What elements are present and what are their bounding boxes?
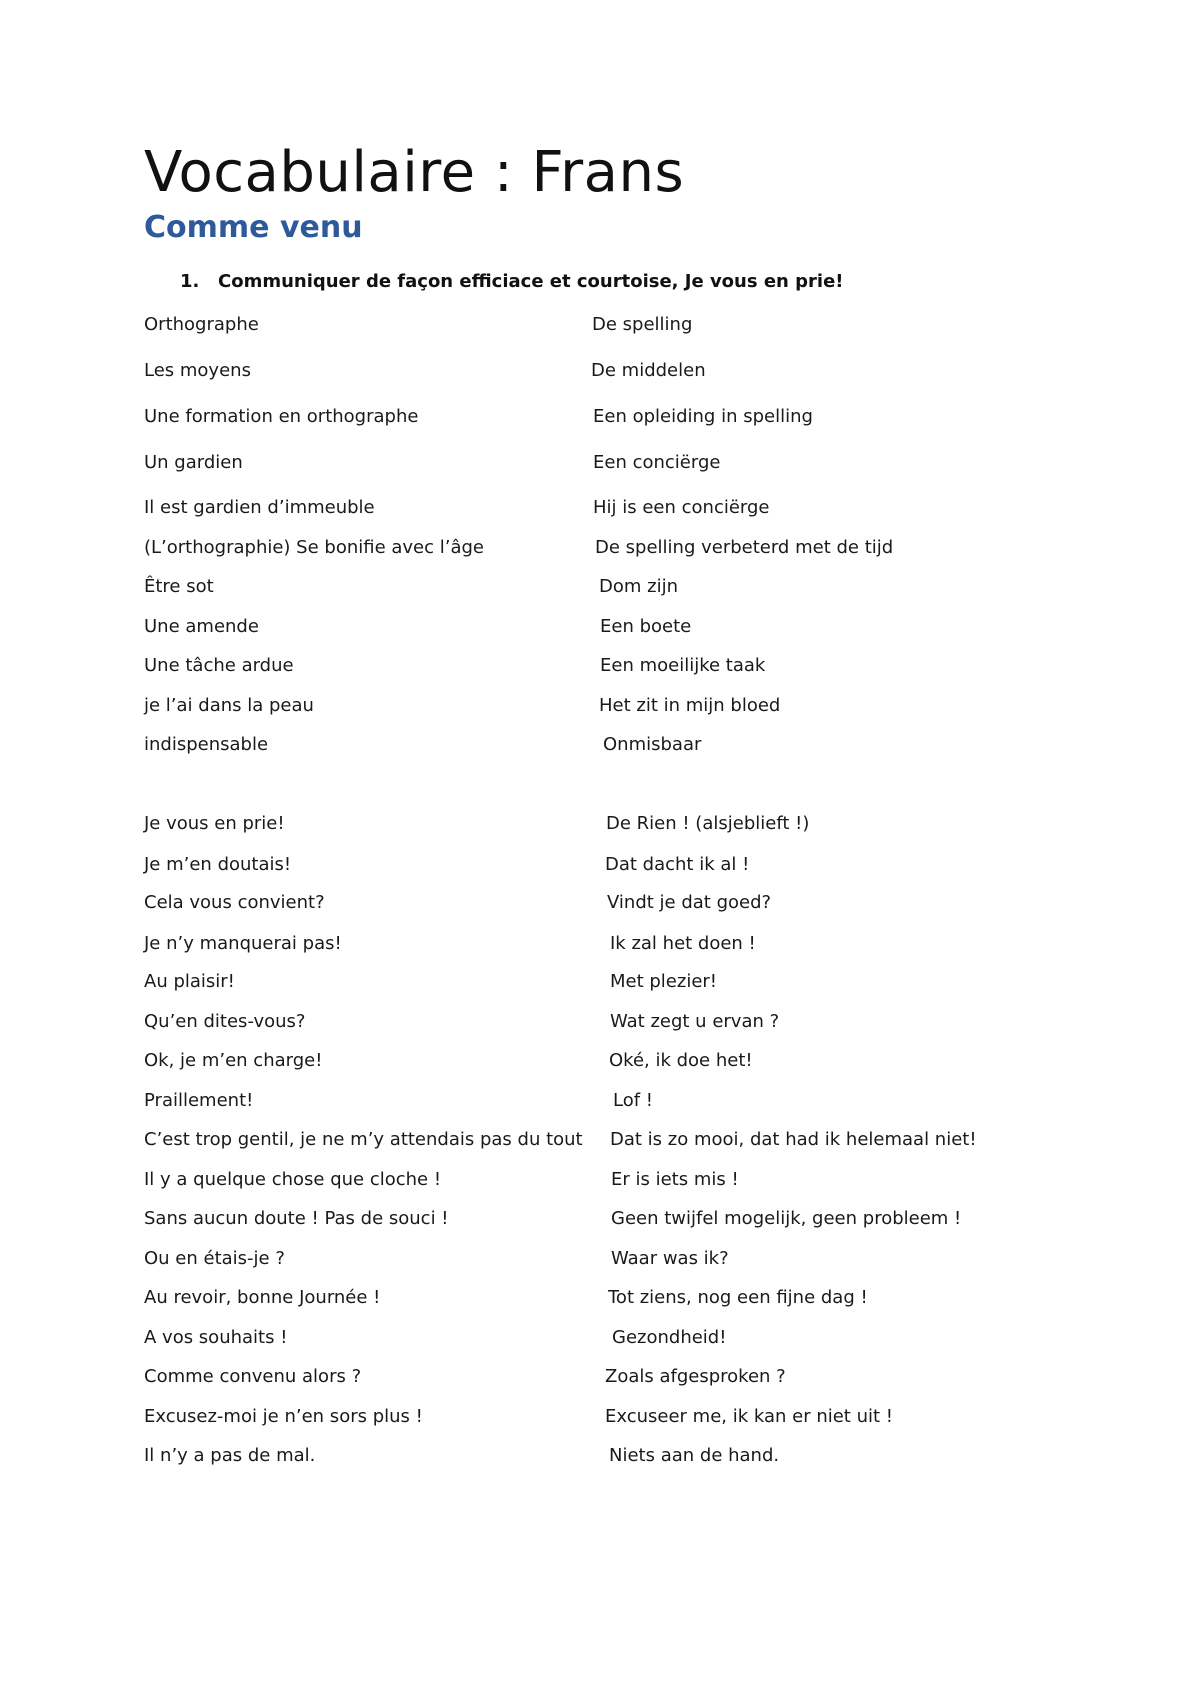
expression-dutch: Excuseer me, ik kan er niet uit ! <box>605 1406 893 1427</box>
expression-dutch: Vindt je dat goed? <box>607 892 772 913</box>
expression-dutch: Oké, ik doe het! <box>609 1050 753 1071</box>
expression-row <box>0 1049 1200 1075</box>
expression-dutch: De Rien ! (alsjeblieft !) <box>606 813 810 834</box>
vocab-dutch: Een opleiding in spelling <box>593 406 813 427</box>
expression-french: Cela vous convient? <box>144 892 325 913</box>
vocab-french: Être sot <box>144 576 214 597</box>
vocab-row <box>0 451 1200 477</box>
expression-french: Qu’en dites-vous? <box>144 1011 306 1032</box>
vocab-row <box>0 575 1200 601</box>
expression-row <box>0 1168 1200 1194</box>
expression-row <box>0 1247 1200 1273</box>
vocab-dutch: Een boete <box>600 616 692 637</box>
vocab-row <box>0 654 1200 680</box>
vocab-dutch: Onmisbaar <box>603 734 702 755</box>
expression-dutch: Tot ziens, nog een fijne dag ! <box>608 1287 868 1308</box>
document-title: Vocabulaire : Frans <box>144 140 685 205</box>
vocab-row <box>0 694 1200 720</box>
vocab-row <box>0 405 1200 431</box>
section-heading <box>180 271 843 292</box>
vocab-row <box>0 313 1200 339</box>
expression-dutch: Gezondheid! <box>612 1327 727 1348</box>
expression-dutch: Ik zal het doen ! <box>610 933 756 954</box>
section-number: 1. <box>180 271 200 292</box>
vocab-dutch: De spelling <box>592 314 693 335</box>
vocab-french: Les moyens <box>144 360 251 381</box>
vocab-french: Une tâche ardue <box>144 655 294 676</box>
expression-french: Comme convenu alors ? <box>144 1366 362 1387</box>
vocab-french: (L’orthographie) Se bonifie avec l’âge <box>144 537 485 558</box>
vocab-dutch: De spelling verbeterd met de tijd <box>595 537 894 558</box>
vocab-dutch: Dom zijn <box>599 576 678 597</box>
expression-dutch: Wat zegt u ervan ? <box>610 1011 780 1032</box>
expression-row <box>0 812 1200 838</box>
vocab-french: Une amende <box>144 616 259 637</box>
expression-french: Sans aucun doute ! Pas de souci ! <box>144 1208 449 1229</box>
expression-row <box>0 1207 1200 1233</box>
expression-french: Il y a quelque chose que cloche ! <box>144 1169 442 1190</box>
vocab-row <box>0 359 1200 385</box>
vocab-dutch: Hij is een conciërge <box>593 497 770 518</box>
expression-row <box>0 932 1200 958</box>
vocab-dutch: De middelen <box>591 360 706 381</box>
expression-french: Excusez-moi je n’en sors plus ! <box>144 1406 423 1427</box>
expression-dutch: Dat is zo mooi, dat had ik helemaal niet! <box>610 1129 977 1150</box>
expression-dutch: Zoals afgesproken ? <box>605 1366 786 1387</box>
expression-row <box>0 1326 1200 1352</box>
vocab-row <box>0 733 1200 759</box>
expression-row <box>0 1405 1200 1431</box>
vocab-row <box>0 496 1200 522</box>
document-subtitle: Comme venu <box>144 210 363 245</box>
vocab-dutch: Een conciërge <box>593 452 721 473</box>
expression-french: Ou en étais-je ? <box>144 1248 285 1269</box>
expression-dutch: Geen twijfel mogelijk, geen probleem ! <box>611 1208 962 1229</box>
expression-row <box>0 853 1200 879</box>
expression-french: Ok, je m’en charge! <box>144 1050 323 1071</box>
expression-dutch: Niets aan de hand. <box>609 1445 780 1466</box>
expression-french: Au revoir, bonne Journée ! <box>144 1287 381 1308</box>
expression-dutch: Waar was ik? <box>611 1248 729 1269</box>
vocab-dutch: Een moeilijke taak <box>600 655 766 676</box>
vocab-row <box>0 536 1200 562</box>
expression-row <box>0 970 1200 996</box>
expression-french: Praillement! <box>144 1090 254 1111</box>
expression-french: Il n’y a pas de mal. <box>144 1445 316 1466</box>
vocab-dutch: Het zit in mijn bloed <box>599 695 781 716</box>
expression-row <box>0 1365 1200 1391</box>
expression-dutch: Met plezier! <box>610 971 718 992</box>
vocab-french: Une formation en orthographe <box>144 406 419 427</box>
vocab-french: Il est gardien d’immeuble <box>144 497 375 518</box>
expression-row <box>0 1010 1200 1036</box>
vocab-french: Un gardien <box>144 452 243 473</box>
expression-dutch: Lof ! <box>613 1090 653 1111</box>
vocab-row <box>0 615 1200 641</box>
expression-french: Je m’en doutais! <box>144 854 292 875</box>
expression-row <box>0 1444 1200 1470</box>
expression-french: Je vous en prie! <box>144 813 285 834</box>
vocab-french: Orthographe <box>144 314 259 335</box>
expression-dutch: Dat dacht ik al ! <box>605 854 750 875</box>
expression-french: Au plaisir! <box>144 971 235 992</box>
expression-french: C’est trop gentil, je ne m’y attendais pas du tout <box>144 1129 583 1150</box>
expression-french: Je n’y manquerai pas! <box>144 933 342 954</box>
vocab-french: je l’ai dans la peau <box>144 695 314 716</box>
vocab-french: indispensable <box>144 734 269 755</box>
expression-dutch: Er is iets mis ! <box>611 1169 739 1190</box>
expression-french: A vos souhaits ! <box>144 1327 288 1348</box>
section-title: Communiquer de façon efficiace et courtoise, Je vous en prie! <box>218 271 844 292</box>
expression-row <box>0 1286 1200 1312</box>
expression-row <box>0 1128 1200 1154</box>
expression-row <box>0 891 1200 917</box>
expression-row <box>0 1089 1200 1115</box>
